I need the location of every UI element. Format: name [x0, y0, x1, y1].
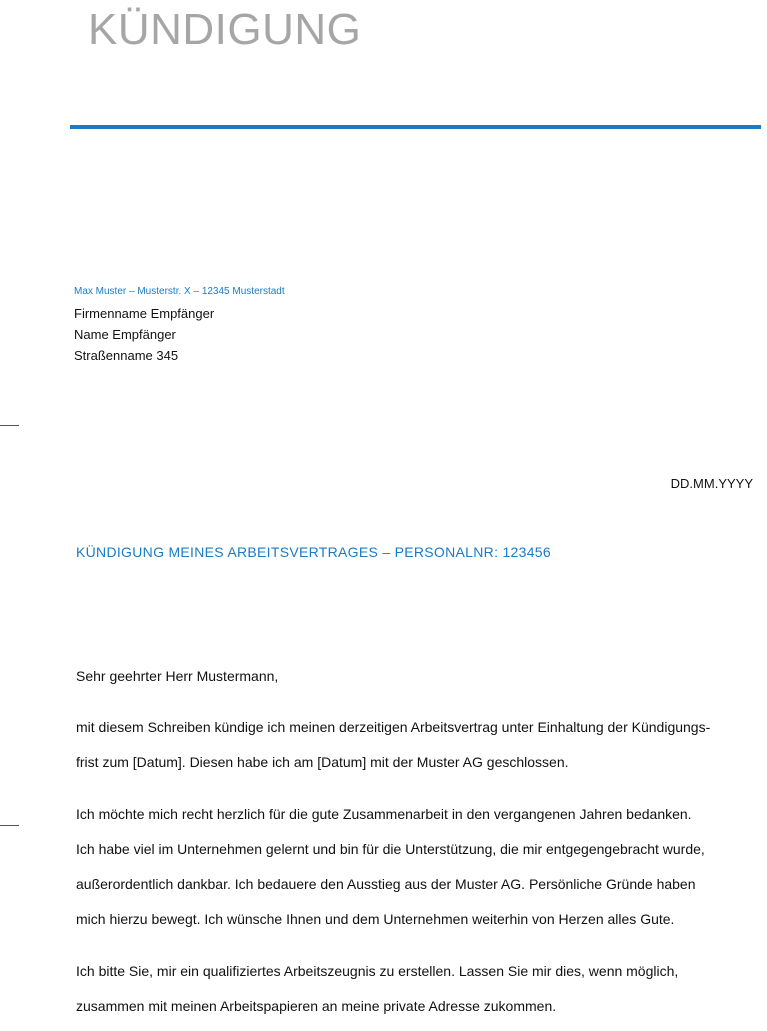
salutation: Sehr geehrter Herr Mustermann,: [76, 668, 279, 684]
recipient-address-block: [74, 303, 214, 366]
body-line: außerordentlich dankbar. Ich bedauere den Ausstieg aus der Muster AG. Persönliche Gründe haben: [76, 876, 696, 892]
fold-mark-top: [0, 425, 19, 426]
body-line: mit diesem Schreiben kündige ich meinen derzeitigen Arbeitsvertrag unter Einhaltung der Kündigungs-: [76, 719, 711, 735]
recipient-name: Name Empfänger: [74, 327, 176, 342]
sender-return-address: Max Muster – Musterstr. X – 12345 Musterstadt: [74, 286, 285, 297]
letter-date: DD.MM.YYYY: [670, 476, 753, 491]
body-paragraph-3: [76, 961, 756, 1031]
body-line: frist zum [Datum]. Diesen habe ich am [Datum] mit der Muster AG geschlossen.: [76, 754, 569, 770]
body-line: zusammen mit meinen Arbeitspapieren an meine private Adresse zukommen.: [76, 998, 557, 1014]
body-line: Ich habe viel im Unternehmen gelernt und bin für die Unterstützung, die mir entgegengebracht wurde,: [76, 841, 705, 857]
body-paragraph-1: [76, 717, 756, 787]
body-line: Ich bitte Sie, mir ein qualifiziertes Arbeitszeugnis zu erstellen. Lassen Sie mir dies, wenn möglich,: [76, 963, 679, 979]
body-paragraph-2: [76, 804, 756, 944]
header-divider: [70, 125, 761, 129]
body-line: mich hierzu bewegt. Ich wünsche Ihnen und dem Unternehmen weiterhin von Herzen alles Gute.: [76, 911, 675, 927]
letter-subject: KÜNDIGUNG MEINES ARBEITSVERTRAGES – PERSONALNR: 123456: [76, 544, 551, 560]
fold-mark-bottom: [0, 825, 19, 826]
recipient-street: Straßenname 345: [74, 348, 179, 363]
document-title: KÜNDIGUNG: [88, 5, 362, 54]
body-line: Ich möchte mich recht herzlich für die gute Zusammenarbeit in den vergangenen Jahren bedanken.: [76, 806, 692, 822]
recipient-company: Firmenname Empfänger: [74, 306, 215, 321]
